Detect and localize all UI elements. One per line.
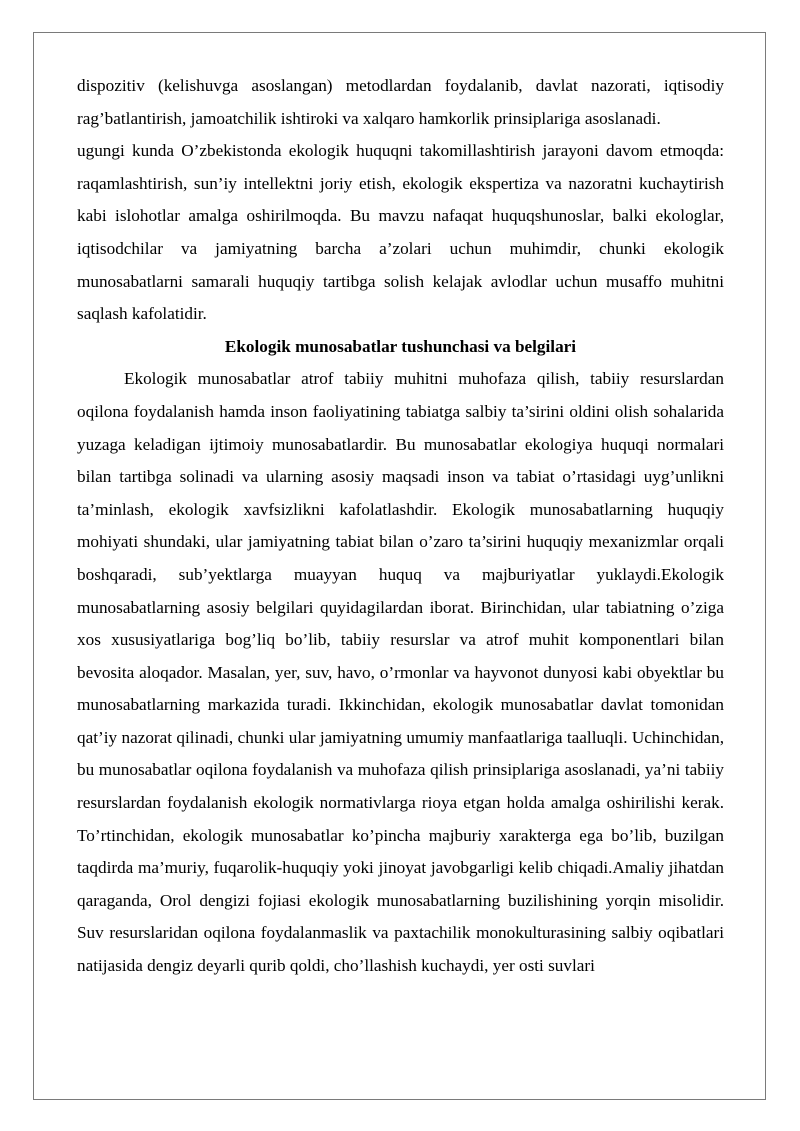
section-heading: Ekologik munosabatlar tushunchasi va belgilari <box>224 336 577 356</box>
document-body <box>77 70 724 983</box>
paragraph-ecological-relations: Ekologik munosabatlar atrof tabiiy muhitni muhofaza qilish, tabiiy resurslardan oqilona foydalanish hamda inson faoliyatining tabiatga salbiy ta’sirini oldini olish sohalarida yuzaga keladigan ijtimoiy munosabatlardir. Bu munosabatlar ekologiya huquqi normalari bilan tartibga solinadi va ularning asosiy maqsadi inson va tabiat o’rtasidagi uyg’unlikni ta’minlash, ekologik xavfsizlikni kafolatlashdir. Ekologik munosabatlarning huquqiy mohiyati shundaki, ular jamiyatning tabiat bilan o’zaro ta’sirini huquqiy mexanizmlar orqali boshqaradi, sub’yektlarga muayyan huquq va majburiyatlar yuklaydi.Ekologik munosabatlarning asosiy belgilari quyidagilardan iborat. Birinchidan, ular tabiatning o’ziga xos xususiyatlariga bog’liq bo’lib, tabiiy resurslar va atrof muhit komponentlari bilan bevosita aloqador. Masalan, yer, suv, havo, o’rmonlar va hayvonot dunyosi kabi obyektlar bu munosabatlarning markazida turadi. Ikkinchidan, ekologik munosabatlar davlat tomonidan qat’iy nazorat qilinadi, chunki ular jamiyatning umumiy manfaatlariga taalluqli. Uchinchidan, bu munosabatlar oqilona foydalanish va muhofaza qilish prinsiplariga asoslanadi, ya’ni tabiiy resurslardan foydalanish ekologik normativlarga rioya etgan holda amalga oshirilishi kerak. To’rtinchidan, ekologik munosabatlar ko’pincha majburiy xarakterga ega bo’lib, buzilgan taqdirda ma’muriy, fuqarolik-huquqiy yoki jinoyat javobgarligi kelib chiqadi.Amaliy jihatdan qaraganda, Orol dengizi fojiasi ekologik munosabatlarning buzilishining yorqin misolidir. Suv resurslaridan oqilona foydalanmaslik va paxtachilik monokulturasining salbiy oqibatlari natijasida dengiz deyarli qurib qoldi, cho’llashish kuchaydi, yer osti suvlari <box>77 369 724 976</box>
paragraph-reform: ugungi kunda O’zbekistonda ekologik huquqni takomillashtirish jarayoni davom etmoqda: raqamlashtirish, sun’iy intellektni joriy etish, ekologik ekspertiza va nazoratni kuchaytirish kabi islohotlar amalga oshirilmoqda. Bu mavzu nafaqat huquqshunoslar, balki ekologlar, iqtisodchilar va jamiyatning barcha a’zolari uchun muhimdir, chunki ekologik munosabatlarni samarali huquqiy tartibga solish kelajak avlodlar uchun musaffo muhitni saqlash kafolatidir. <box>77 141 724 324</box>
paragraph-intro-continuation: dispozitiv (kelishuvga asoslangan) metodlardan foydalanib, davlat nazorati, iqtisodiy rag’batlantirish, jamoatchilik ishtiroki va xalqaro hamkorlik prinsiplariga asoslanadi. <box>77 76 724 128</box>
